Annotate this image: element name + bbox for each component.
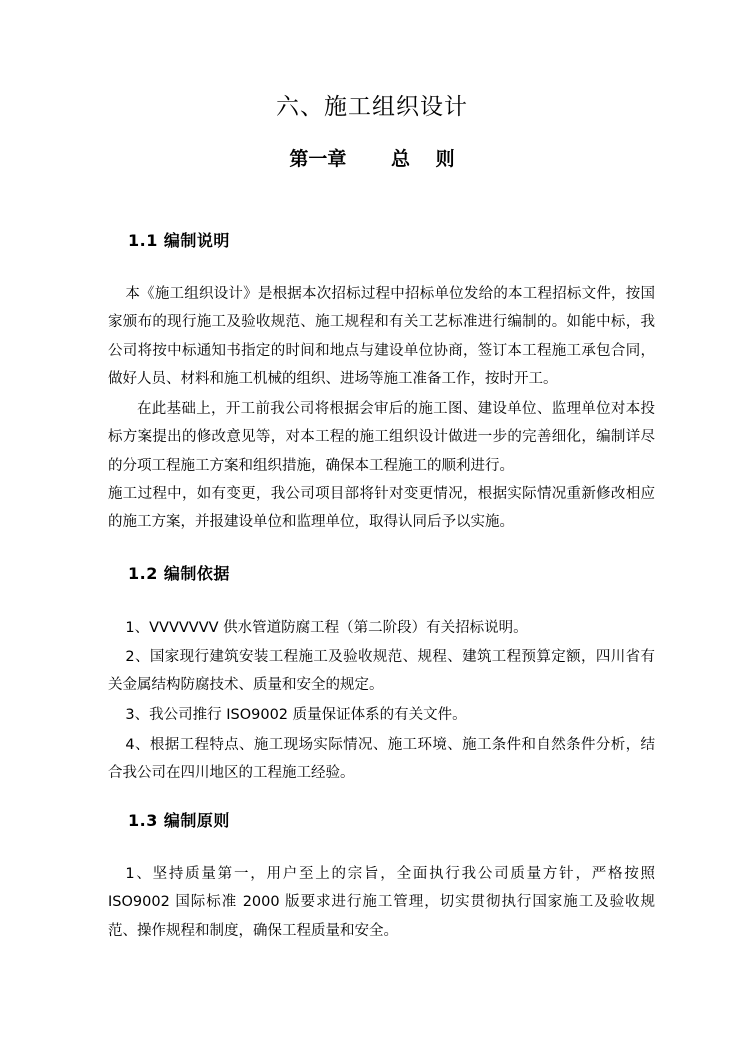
list-item-1-2-3: 3、我公司推行 ISO9002 质量保证体系的有关文件。: [125, 707, 467, 723]
section-heading-1-3: 1.3 编制原则: [128, 811, 230, 830]
list-item-1-2-4: 4、根据工程特点、施工现场实际情况、施工环境、施工条件和自然条件分析，结合我公司在四川地区的工程施工经验。: [108, 737, 655, 782]
list-item-1-3-1: 1、坚持质量第一，用户至上的宗旨，全面执行我公司质量方针，严格按照 ISO9002 国际标准 2000 版要求进行施工管理，切实贯彻执行国家施工及验收规范、操作规程和制度，确保工程质量和安全。: [108, 866, 655, 939]
paragraph-1-1-3: 施工过程中，如有变更，我公司项目部将针对变更情况，根据实际情况重新修改相应的施工方案，并报建设单位和监理单位，取得认同后予以实施。: [108, 486, 655, 531]
document-title: 六、施工组织设计: [276, 94, 468, 120]
section-heading-1-2: 1.2 编制依据: [128, 564, 230, 583]
paragraph-1-1-1: 本《施工组织设计》是根据本次招标过程中招标单位发给的本工程招标文件，按国家颁布的现行施工及验收规范、施工规程和有关工艺标准进行编制的。如能中标，我公司将按中标通知书指定的时间和地点与建设单位协商，签订本工程施工承包合同，做好人员、材料和施工机械的组织、进场等施工准备工作，按时开工。: [108, 286, 655, 388]
paragraph-1-1-2: 在此基础上，开工前我公司将根据会审后的施工图、建设单位、监理单位对本投标方案提出的修改意见等，对本工程的施工组织设计做进一步的完善细化，编制详尽的分项工程施工方案和组织措施，确保本工程施工的顺利进行。: [108, 401, 655, 474]
list-item-1-2-1: 1、VVVVVVV 供水管道防腐工程（第二阶段）有关招标说明。: [125, 620, 528, 636]
section-heading-1-1: 1.1 编制说明: [128, 231, 230, 250]
list-item-1-2-2: 2、国家现行建筑安装工程施工及验收规范、规程、建筑工程预算定额，四川省有关金属结构防腐技术、质量和安全的规定。: [108, 649, 655, 694]
chapter-title: 第一章 总 则: [289, 148, 455, 170]
